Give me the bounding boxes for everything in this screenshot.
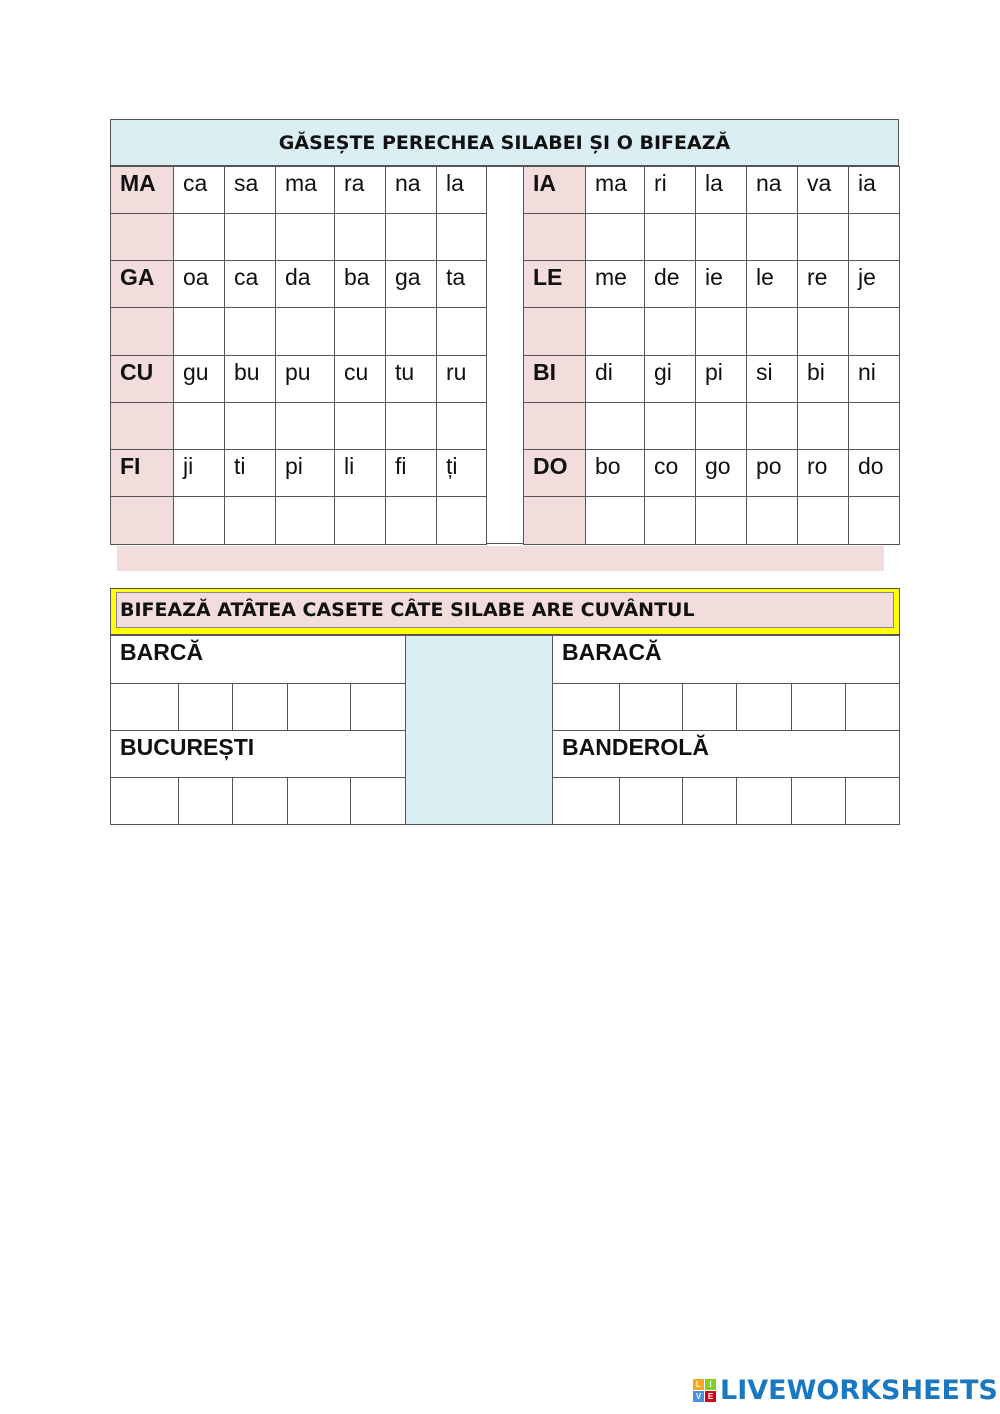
- syllable-option: ia: [848, 166, 900, 214]
- key-blank-cell: [110, 213, 174, 261]
- syllable-tick-box[interactable]: [350, 683, 406, 731]
- syllable-option: pi: [695, 355, 747, 403]
- syllable-tick-box[interactable]: [845, 777, 900, 825]
- tick-box[interactable]: [224, 496, 276, 545]
- syllable-option: co: [644, 449, 696, 497]
- syllable-option: ru: [436, 355, 487, 403]
- syllable-option: ca: [173, 166, 225, 214]
- syllable-tick-box[interactable]: [619, 683, 683, 731]
- tick-box[interactable]: [173, 307, 225, 356]
- liveworksheets-logo: [693, 1374, 998, 1406]
- tick-box[interactable]: [848, 213, 900, 261]
- tick-box[interactable]: [436, 213, 487, 261]
- syllable-option: di: [585, 355, 645, 403]
- syllable-option: bu: [224, 355, 276, 403]
- tick-box[interactable]: [797, 496, 849, 545]
- key-blank-cell: [110, 307, 174, 356]
- tick-box[interactable]: [695, 213, 747, 261]
- tick-box[interactable]: [746, 213, 798, 261]
- syllable-key: IA: [523, 166, 586, 214]
- tick-box[interactable]: [224, 213, 276, 261]
- syllable-key: BI: [523, 355, 586, 403]
- syllable-tick-box[interactable]: [110, 683, 179, 731]
- column-gap: [486, 166, 523, 544]
- syllable-tick-box[interactable]: [736, 777, 792, 825]
- syllable-option: re: [797, 260, 849, 308]
- syllable-option: ro: [797, 449, 849, 497]
- tick-box[interactable]: [385, 307, 437, 356]
- syllable-tick-box[interactable]: [552, 777, 620, 825]
- tick-box[interactable]: [275, 213, 335, 261]
- word-label: BARACĂ: [552, 635, 900, 684]
- tick-box[interactable]: [334, 213, 386, 261]
- word-label: BARCĂ: [110, 635, 406, 684]
- tick-box[interactable]: [585, 307, 645, 356]
- tick-box[interactable]: [695, 307, 747, 356]
- syllable-option: ma: [275, 166, 335, 214]
- syllable-key: MA: [110, 166, 174, 214]
- logo-letter: L: [693, 1379, 704, 1390]
- syllable-option: ca: [224, 260, 276, 308]
- syllable-option: oa: [173, 260, 225, 308]
- tick-box[interactable]: [644, 307, 696, 356]
- logo-letter: E: [705, 1391, 716, 1402]
- word-label: BUCUREȘTI: [110, 730, 406, 778]
- key-blank-cell: [523, 307, 586, 356]
- tick-box[interactable]: [275, 402, 335, 450]
- tick-box[interactable]: [275, 307, 335, 356]
- syllable-option: va: [797, 166, 849, 214]
- syllable-option: pu: [275, 355, 335, 403]
- syllable-option: ti: [224, 449, 276, 497]
- syllable-option: je: [848, 260, 900, 308]
- syllable-tick-box[interactable]: [232, 683, 288, 731]
- syllable-option: de: [644, 260, 696, 308]
- syllable-option: ba: [334, 260, 386, 308]
- exercise1-title: GĂSEȘTE PERECHEA SILABEI ȘI O BIFEAZĂ: [110, 119, 899, 166]
- tick-box[interactable]: [173, 496, 225, 545]
- syllable-option: gu: [173, 355, 225, 403]
- syllable-tick-box[interactable]: [682, 683, 737, 731]
- tick-box[interactable]: [695, 402, 747, 450]
- syllable-option: la: [695, 166, 747, 214]
- syllable-tick-box[interactable]: [619, 777, 683, 825]
- tick-box[interactable]: [797, 213, 849, 261]
- tick-box[interactable]: [746, 402, 798, 450]
- tick-box[interactable]: [848, 402, 900, 450]
- syllable-option: tu: [385, 355, 437, 403]
- syllable-tick-box[interactable]: [178, 777, 233, 825]
- syllable-key: CU: [110, 355, 174, 403]
- syllable-tick-box[interactable]: [110, 777, 179, 825]
- syllable-option: fi: [385, 449, 437, 497]
- syllable-tick-box[interactable]: [682, 777, 737, 825]
- syllable-option: go: [695, 449, 747, 497]
- tick-box[interactable]: [644, 213, 696, 261]
- tick-box[interactable]: [436, 496, 487, 545]
- key-blank-cell: [523, 402, 586, 450]
- tick-box[interactable]: [585, 402, 645, 450]
- key-blank-cell: [523, 213, 586, 261]
- tick-box[interactable]: [173, 402, 225, 450]
- syllable-option: sa: [224, 166, 276, 214]
- key-blank-cell: [523, 496, 586, 545]
- syllable-key: FI: [110, 449, 174, 497]
- tick-box[interactable]: [695, 496, 747, 545]
- syllable-option: do: [848, 449, 900, 497]
- syllable-tick-box[interactable]: [552, 683, 620, 731]
- logo-letter: I: [705, 1379, 716, 1390]
- syllable-option: ji: [173, 449, 225, 497]
- tick-box[interactable]: [275, 496, 335, 545]
- pink-strip: [117, 546, 884, 571]
- tick-box[interactable]: [334, 402, 386, 450]
- tick-box[interactable]: [334, 307, 386, 356]
- syllable-option: ți: [436, 449, 487, 497]
- syllable-option: na: [746, 166, 798, 214]
- syllable-key: GA: [110, 260, 174, 308]
- syllable-tick-box[interactable]: [287, 777, 351, 825]
- tick-box[interactable]: [585, 213, 645, 261]
- tick-box[interactable]: [436, 402, 487, 450]
- syllable-tick-box[interactable]: [178, 683, 233, 731]
- divider-column: [405, 635, 553, 825]
- syllable-option: si: [746, 355, 798, 403]
- syllable-option: ta: [436, 260, 487, 308]
- syllable-option: me: [585, 260, 645, 308]
- syllable-option: ri: [644, 166, 696, 214]
- syllable-option: bi: [797, 355, 849, 403]
- syllable-tick-box[interactable]: [791, 683, 846, 731]
- syllable-option: pi: [275, 449, 335, 497]
- syllable-option: ni: [848, 355, 900, 403]
- exercise2-title-frame: [110, 588, 900, 635]
- word-label: BANDEROLĂ: [552, 730, 900, 778]
- syllable-option: gi: [644, 355, 696, 403]
- syllable-tick-box[interactable]: [350, 777, 406, 825]
- tick-box[interactable]: [644, 402, 696, 450]
- tick-box[interactable]: [436, 307, 487, 356]
- tick-box[interactable]: [746, 307, 798, 356]
- logo-text: LIVEWORKSHEETS: [720, 1374, 998, 1406]
- syllable-option: bo: [585, 449, 645, 497]
- tick-box[interactable]: [173, 213, 225, 261]
- tick-box[interactable]: [746, 496, 798, 545]
- syllable-option: la: [436, 166, 487, 214]
- syllable-option: ma: [585, 166, 645, 214]
- logo-mark-icon: [693, 1379, 716, 1402]
- syllable-tick-box[interactable]: [232, 777, 288, 825]
- syllable-option: ie: [695, 260, 747, 308]
- syllable-tick-box[interactable]: [791, 777, 846, 825]
- tick-box[interactable]: [224, 402, 276, 450]
- tick-box[interactable]: [224, 307, 276, 356]
- syllable-option: le: [746, 260, 798, 308]
- syllable-tick-box[interactable]: [736, 683, 792, 731]
- tick-box[interactable]: [385, 496, 437, 545]
- tick-box[interactable]: [334, 496, 386, 545]
- syllable-tick-box[interactable]: [287, 683, 351, 731]
- syllable-option: ra: [334, 166, 386, 214]
- syllable-option: li: [334, 449, 386, 497]
- tick-box[interactable]: [848, 496, 900, 545]
- syllable-option: na: [385, 166, 437, 214]
- exercise2-title: BIFEAZĂ ATÂTEA CASETE CÂTE SILABE ARE CUVÂNTUL: [116, 592, 894, 628]
- tick-box[interactable]: [585, 496, 645, 545]
- tick-box[interactable]: [797, 307, 849, 356]
- syllable-key: DO: [523, 449, 586, 497]
- syllable-option: cu: [334, 355, 386, 403]
- syllable-option: da: [275, 260, 335, 308]
- syllable-key: LE: [523, 260, 586, 308]
- syllable-option: ga: [385, 260, 437, 308]
- tick-box[interactable]: [797, 402, 849, 450]
- syllable-option: po: [746, 449, 798, 497]
- tick-box[interactable]: [848, 307, 900, 356]
- logo-letter: V: [693, 1391, 704, 1402]
- tick-box[interactable]: [385, 402, 437, 450]
- key-blank-cell: [110, 496, 174, 545]
- tick-box[interactable]: [644, 496, 696, 545]
- syllable-tick-box[interactable]: [845, 683, 900, 731]
- key-blank-cell: [110, 402, 174, 450]
- tick-box[interactable]: [385, 213, 437, 261]
